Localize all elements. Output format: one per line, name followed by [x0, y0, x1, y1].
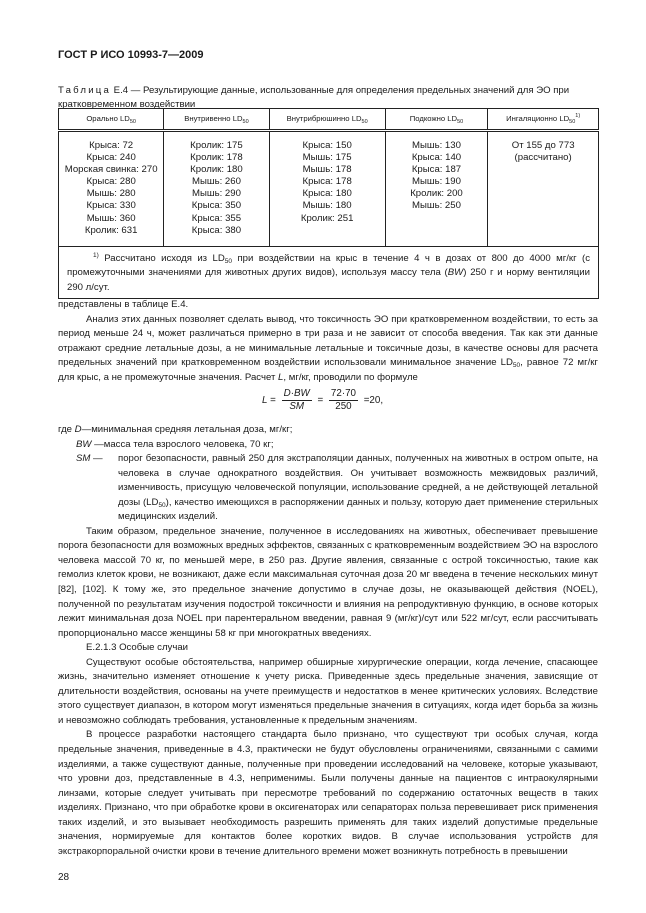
header-inhalation: Ингаляционно $LD_{50}^{1)}$ — [488, 109, 599, 131]
table-cell-entry: Кролик: 180 — [190, 164, 243, 176]
paragraph-development: В процессе разработки настоящего стандарта было признано, что существуют три особых случая, когда предельные значения, приведенные в 4.3, практически не будут обусловлены ограничениями, связанными с самими изделиями, а также существуют данные, полученные при проведении исследований на человеке, которые указывают, что уровни доз, представленные в 4.3, неприменимы. Были получены данные на пациентов с интраокулярными линзами, которые следует учитывать при пересмотре требований по содержанию остаточных веществ в таких изделиях. Признано, что при обработке крови в оксигенаторах или сепараторах польза перевешивает риск применения таких изделий, и это вызывает необходимость разрешить применять для таких изделий допустимые предельные значения, нормируемые для контактов более коротких видов. В случае использования устройств для экстракорпоральной очистки крови в течение длительного времени может возникнуть потребность в превышении — [58, 729, 598, 857]
definition-sm: SM — порог безопасности, равный 250 для экстраполяции данных, полученных на животных в остром опыте, на человека в случае однократного воздействия. Он учитывает возможность межвидовых различий, изменчивость, присущую человеческой популяции, использование средней, а не действующей летальной дозы $(LD_{50})$, качество имеющихся в распоряжении данных и пользу, которую дает применение стерильных медицинских изделий. — [76, 453, 598, 523]
table-cell-entry: Крыса: 355 — [191, 212, 242, 224]
formula: L = $\frac{D\cdot BW}{SM}$ = $\frac{72\cdot 70}{250}$ =20, — [262, 388, 384, 412]
header-subcutaneous: Подкожно $LD_{50}$ — [385, 109, 488, 131]
paragraph-conclusion: Таким образом, предельное значение, полученное в исследованиях на животных, обеспечивает превышение порога безопасности для возможных вредных эффектов, связанных с кратковременным воздействием ЭО на взрослого человека массой 70 кг, по меньшей мере, в 250 раз. Другие явления, связанные с острой токсичностью, такие как гемолиз клеток крови, не возникают, даже если максимальная суточная доза 20 мг введена в течение нескольких минут [82], [102]. К тому же, это предельное значение допустимо в случае дозы, не оказывающей действия (NOEL), полученной по результатам изучения подострой токсичности и влияния на репродуктивную функцию, в основе которых лежит минимальная доза NOEL при парентеральном введении, равная 9 (мг/кг)/сут или 522 мг/сут, если рассчитывать пропорционально массе женщины 58 кг при многократных введениях. — [58, 525, 598, 639]
table-cell-entry: Крыса: 240 — [86, 152, 136, 164]
intro-text — [58, 298, 598, 385]
table-cell-entry: Крыса: 178 — [302, 176, 352, 188]
document-header: ГОСТ Р ИСО 10993-7—2009 — [58, 49, 204, 61]
table-cell-entry: Кролик: 178 — [190, 152, 243, 164]
header-oral: Орально $LD_{50}$ — [59, 109, 164, 131]
table-cell-entry: Крыса: 330 — [86, 200, 136, 212]
table-cell-entry: Кролик: 200 — [410, 188, 463, 200]
table-cell-entry: Мышь: 250 — [412, 200, 461, 212]
table-cell-entry: Кролик: 251 — [300, 212, 354, 224]
table-cell-entry: Мышь: 180 — [302, 200, 352, 212]
cell-inhalation — [488, 131, 599, 247]
table-cell-entry: Крыса: 180 — [302, 188, 352, 200]
page-number: 28 — [58, 872, 70, 883]
table-cell-entry: Мышь: 130 — [412, 140, 461, 151]
table-cell-entry: Мышь: 190 — [412, 176, 461, 188]
cell-intraperitoneal — [269, 131, 385, 247]
table-cell-entry: Мышь: 260 — [191, 176, 241, 188]
table-cell-entry: Кролик: 631 — [84, 224, 138, 236]
ld50-table — [58, 108, 599, 299]
table-cell-entry: Мышь: 280 — [86, 188, 136, 200]
table-cell-entry: Кролик: 175 — [190, 140, 243, 151]
table-cell-entry: Крыса: 380 — [191, 224, 242, 236]
header-intraperitoneal: Внутрибрюшинно $LD_{50}$ — [269, 109, 385, 131]
table-cell-entry: Крыса: 280 — [86, 176, 136, 188]
paragraph-special-cases: Существуют особые обстоятельства, например обширные хирургические операции, когда лечение, спасающее жизнь, значительно изменяет отношение к учету риска. Приведенные здесь предельные значения, зависящие от длительности воздействия, основаны на учете преимуществ и недостатков в менее критических условиях. Вследствие этого существует диапазон, в котором могут изменяться предельные значения в ситуациях, когда идет борьба за жизнь и невозможно соблюдать требования, установленные к предельным значениям. — [58, 656, 598, 726]
table-footnote-row — [59, 247, 599, 299]
definition-bw: BW — масса тела взрослого человека, 70 кг; — [76, 438, 274, 450]
caption-text: Е.4 — Результирующие данные, использованные для определения предельных значений для ЭО при кратковременном воздействии — [58, 85, 570, 110]
table-cell-entry: Крыса: 350 — [191, 200, 242, 212]
table-cell-entry: Крыса: 140 — [411, 152, 462, 164]
table-cell-entry: Мышь: 360 — [86, 212, 136, 224]
table-cell-entry: Мышь: 178 — [302, 164, 352, 176]
table-cell-entry: Мышь: 290 — [191, 188, 241, 200]
cell-subcutaneous — [385, 131, 488, 247]
caption-prefix: Таблица — [58, 85, 112, 96]
table-cell-entry: (рассчитано) — [514, 152, 572, 164]
table-cell-entry: Крыса: 150 — [302, 140, 352, 151]
definitions — [58, 423, 598, 859]
table-cell-entry: Морская свинка: 270 — [64, 164, 158, 176]
intro-line: представлены в таблице Е.4. — [58, 299, 189, 310]
table-header-row — [59, 109, 599, 131]
table-cell-entry: Крыса: 72 — [89, 140, 134, 151]
definition-d: где D— минимальная средняя летальная доза, мг/кг; — [58, 424, 293, 435]
cell-oral — [59, 131, 164, 247]
cell-intravenous — [164, 131, 269, 247]
section-heading: Е.2.1.3 Особые случаи — [86, 642, 189, 654]
table-footnote: $^{1)}$ Рассчитано исходя из $LD_{50}$ при воздействии на крыс в течение 4 ч в дозах от 800 до 4000 мг/кг (с промежуточными значениями для животных других видов), используя массу тела (BW) 250 г и норму вентиляции 290 л/сут. — [59, 247, 599, 299]
table-cell-entry: Мышь: 175 — [302, 152, 352, 164]
table-cell-entry: Крыса: 187 — [411, 164, 462, 176]
header-intravenous: Внутривенно $LD_{50}$ — [164, 109, 269, 131]
table-data-row — [59, 131, 599, 247]
paragraph-analysis: Анализ этих данных позволяет сделать вывод, что токсичность ЭО при кратковременном воздействии, то есть за период меньше 24 ч, может различаться примерно в три раза и не зависит от способа введения. Так как эти данные отражают средние летальные дозы, а не минимальные летальные и токсичные дозы, в качестве основы для расчета предельных значений при кратковременном воздействии использовали минимальное значение $LD_{50}$, равное 72 мг/кг для крыс, а не промежуточные значения. Расчет L, мг/кг, проводили по формуле — [58, 313, 598, 383]
table-cell-entry: От 155 до 773 — [511, 140, 575, 151]
